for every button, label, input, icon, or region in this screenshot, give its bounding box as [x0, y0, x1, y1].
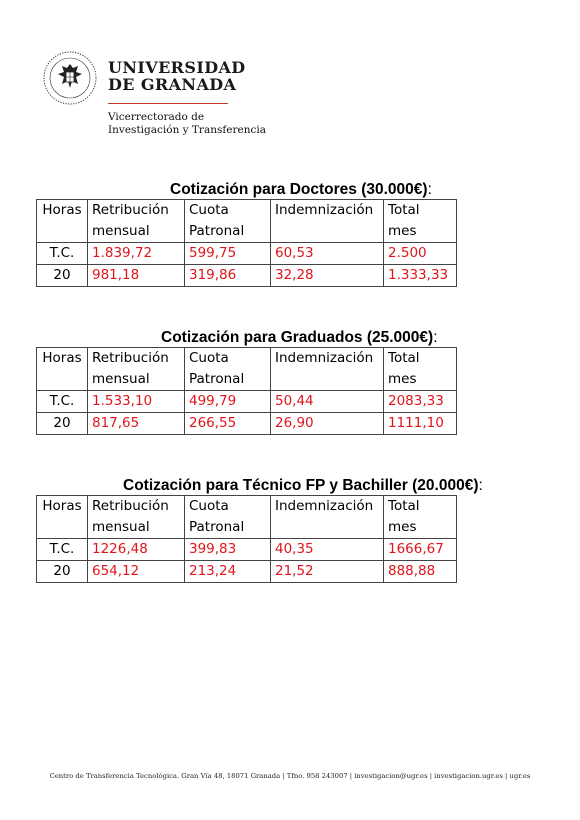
cell-horas: T.C.: [37, 391, 88, 413]
header-horas: Horas: [37, 496, 88, 539]
cell-indemnizacion: 60,53: [271, 243, 384, 265]
header-horas: Horas: [37, 348, 88, 391]
university-name: [108, 59, 246, 93]
header-indemnizacion: Indemnización: [271, 496, 384, 539]
header-indemnizacion: Indemnización: [271, 200, 384, 243]
cell-indemnizacion: 21,52: [271, 561, 384, 583]
section-title-graduados: [161, 329, 438, 347]
vicerrectorado-label: [108, 111, 266, 137]
cell-indemnizacion: 32,28: [271, 265, 384, 287]
cell-indemnizacion: 40,35: [271, 539, 384, 561]
cell-horas: T.C.: [37, 243, 88, 265]
section-title-colon: :: [478, 477, 483, 494]
section-title-text: Cotización para Técnico FP y Bachiller (20.000€): [123, 477, 479, 494]
cell-total: 888,88: [384, 561, 457, 583]
section-title-text: Cotización para Doctores (30.000€): [170, 181, 428, 198]
cell-total: 2083,33: [384, 391, 457, 413]
cell-retribucion: 654,12: [88, 561, 185, 583]
cell-retribucion: 1226,48: [88, 539, 185, 561]
table-row: [37, 539, 457, 561]
section-title-doctores: [170, 181, 432, 199]
cell-total: 2.500: [384, 243, 457, 265]
table-row: [37, 413, 457, 435]
header-total: Total mes: [384, 200, 457, 243]
header-total: Total mes: [384, 348, 457, 391]
table-row: [37, 391, 457, 413]
cell-cuota: 213,24: [185, 561, 271, 583]
header-cuota: Cuota Patronal: [185, 348, 271, 391]
cell-total: 1.333,33: [384, 265, 457, 287]
table-header-row: [37, 496, 457, 539]
table-header-row: [37, 200, 457, 243]
university-logo: [42, 50, 262, 110]
header-divider: [108, 103, 228, 104]
cell-cuota: 499,79: [185, 391, 271, 413]
header-indemnizacion: Indemnización: [271, 348, 384, 391]
cell-total: 1111,10: [384, 413, 457, 435]
header-retribucion: Retribución mensual: [88, 200, 185, 243]
section-title-tecnico: [123, 477, 483, 495]
cell-horas: 20: [37, 561, 88, 583]
cell-cuota: 399,83: [185, 539, 271, 561]
quote-table-doctores: [36, 199, 457, 287]
section-title-colon: :: [433, 329, 438, 346]
cell-horas: 20: [37, 413, 88, 435]
cell-cuota: 266,55: [185, 413, 271, 435]
cell-cuota: 599,75: [185, 243, 271, 265]
vice-line1: Vicerrectorado de: [108, 111, 205, 123]
header-cuota: Cuota Patronal: [185, 496, 271, 539]
cell-total: 1666,67: [384, 539, 457, 561]
cell-cuota: 319,86: [185, 265, 271, 287]
header-retribucion: Retribución mensual: [88, 348, 185, 391]
vice-line2: Investigación y Transferencia: [108, 124, 266, 136]
cell-retribucion: 981,18: [88, 265, 185, 287]
cell-indemnizacion: 50,44: [271, 391, 384, 413]
table-row: [37, 561, 457, 583]
header-cuota: Cuota Patronal: [185, 200, 271, 243]
table-row: [37, 265, 457, 287]
quote-table-graduados: [36, 347, 457, 435]
cell-retribucion: 1.533,10: [88, 391, 185, 413]
table-row: [37, 243, 457, 265]
university-seal-icon: [42, 50, 98, 106]
section-title-colon: :: [427, 181, 432, 198]
cell-retribucion: 1.839,72: [88, 243, 185, 265]
cell-horas: 20: [37, 265, 88, 287]
university-name-line2: DE GRANADA: [108, 75, 237, 94]
cell-horas: T.C.: [37, 539, 88, 561]
cell-indemnizacion: 26,90: [271, 413, 384, 435]
table-header-row: [37, 348, 457, 391]
header-total: Total mes: [384, 496, 457, 539]
page-footer: Centro de Transferencia Tecnológica. Gran Vía 48, 18071 Granada | Tfno. 958 243007 | investigacion@ugr.es | investigacion.ugr.es | ugr.es: [49, 772, 531, 780]
header-retribucion: Retribución mensual: [88, 496, 185, 539]
section-title-text: Cotización para Graduados (25.000€): [161, 329, 434, 346]
quote-table-tecnico: [36, 495, 457, 583]
cell-retribucion: 817,65: [88, 413, 185, 435]
header-horas: Horas: [37, 200, 88, 243]
university-name-line1: UNIVERSIDAD: [108, 58, 246, 77]
